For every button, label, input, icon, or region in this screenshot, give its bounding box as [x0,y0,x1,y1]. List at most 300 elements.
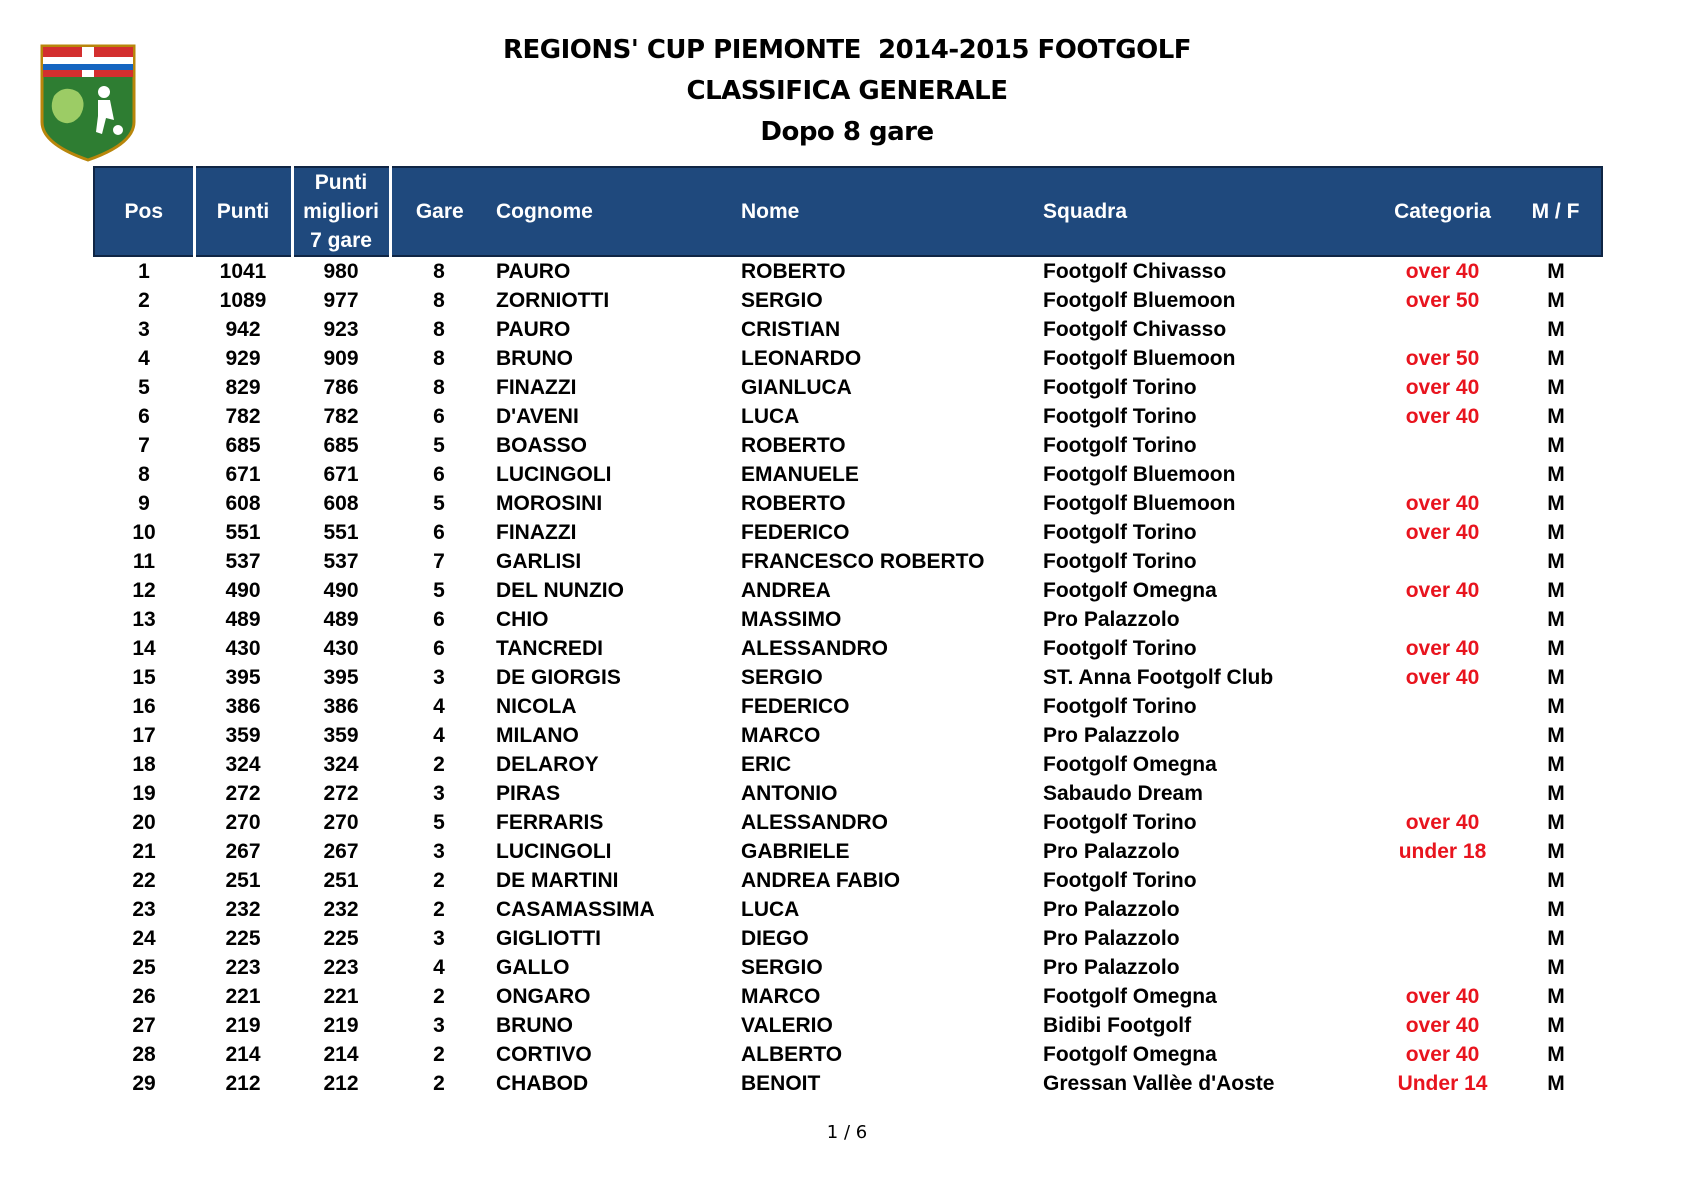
table-row [94,663,1602,692]
cell-cognome: PIRAS [496,782,561,805]
table-row [94,721,1602,750]
cell-categoria [1375,547,1510,576]
cell-cognome: BRUNO [496,347,573,370]
cell-punti: 225 [225,927,261,950]
cell-punti-migliori: 214 [323,1043,359,1066]
cell-categoria [1375,721,1510,750]
cell-pos: 7 [138,434,150,457]
cell-categoria [1375,924,1510,953]
cell-punti-migliori: 251 [323,869,359,892]
cell-categoria: over 40 [1405,1043,1480,1066]
cell-mf: M [1547,492,1565,515]
cell-pos: 17 [132,724,156,747]
table-row [94,344,1602,373]
col-header-punti-migliori-line3: 7 gare [310,229,372,252]
cell-cognome: D'AVENI [496,405,579,428]
table-row [94,518,1602,547]
cell-gare: 5 [433,492,445,515]
cell-gare: 8 [433,347,445,370]
cell-pos: 15 [132,666,156,689]
cell-pos: 1 [138,260,150,283]
cell-nome: GIANLUCA [741,376,852,399]
cell-cognome: FINAZZI [496,376,577,399]
cell-punti: 359 [225,724,261,747]
table-row [94,808,1602,837]
cell-pos: 20 [132,811,156,834]
cell-punti: 929 [225,347,261,370]
cell-cognome: CASAMASSIMA [496,898,655,921]
cell-pos: 9 [138,492,150,515]
cell-nome: EMANUELE [741,463,859,486]
cell-gare: 2 [433,1072,445,1095]
cell-punti-migliori: 786 [323,376,359,399]
cell-nome: ALBERTO [741,1043,843,1066]
cell-gare: 4 [433,724,445,747]
cell-squadra: Footgolf Torino [1043,811,1197,834]
cell-gare: 3 [433,782,445,805]
cell-gare: 6 [433,405,445,428]
col-header-mf: M / F [1510,167,1602,256]
cell-squadra: Footgolf Torino [1043,695,1197,718]
cell-punti: 232 [225,898,261,921]
cell-categoria [1375,953,1510,982]
cell-punti-migliori: 490 [323,579,359,602]
cell-nome: SERGIO [741,666,823,689]
cell-mf: M [1547,782,1565,805]
cell-punti: 386 [225,695,261,718]
cell-categoria: over 40 [1405,637,1480,660]
cell-gare: 4 [433,695,445,718]
cell-squadra: Footgolf Bluemoon [1043,492,1236,515]
cell-nome: ERIC [741,753,792,776]
cell-pos: 19 [132,782,156,805]
cell-squadra: Footgolf Torino [1043,869,1197,892]
table-row [94,779,1602,808]
cell-cognome: CHIO [496,608,549,631]
cell-gare: 2 [433,985,445,1008]
cell-cognome: FERRARIS [496,811,604,834]
document-title-block [0,30,1684,153]
cell-mf: M [1547,956,1565,979]
cell-cognome: DE MARTINI [496,869,619,892]
cell-pos: 27 [132,1014,156,1037]
cell-nome: MARCO [741,724,821,747]
cell-mf: M [1547,608,1565,631]
cell-mf: M [1547,666,1565,689]
cell-pos: 21 [132,840,156,863]
cell-cognome: BRUNO [496,1014,573,1037]
cell-cognome: GARLISI [496,550,582,573]
cell-punti: 671 [225,463,261,486]
cell-punti-migliori: 977 [323,289,359,312]
cell-pos: 13 [132,608,156,631]
cell-punti-migliori: 395 [323,666,359,689]
cell-gare: 2 [433,753,445,776]
cell-punti-migliori: 430 [323,637,359,660]
cell-mf: M [1547,463,1565,486]
table-row [94,256,1602,286]
cell-squadra: Footgolf Torino [1043,637,1197,660]
cell-punti-migliori: 671 [323,463,359,486]
cell-categoria [1375,431,1510,460]
cell-punti-migliori: 267 [323,840,359,863]
cell-cognome: ZORNIOTTI [496,289,610,312]
cell-squadra: Pro Palazzolo [1043,927,1180,950]
ranking-table [93,166,1603,1098]
cell-squadra: Pro Palazzolo [1043,898,1180,921]
cell-gare: 2 [433,898,445,921]
cell-pos: 10 [132,521,156,544]
cell-mf: M [1547,637,1565,660]
cell-nome: BENOIT [741,1072,821,1095]
cell-mf: M [1547,927,1565,950]
cell-mf: M [1547,1072,1565,1095]
cell-categoria: over 40 [1405,666,1480,689]
cell-squadra: Sabaudo Dream [1043,782,1203,805]
cell-nome: ANDREA [741,579,831,602]
cell-gare: 3 [433,927,445,950]
cell-categoria: under 18 [1398,840,1487,863]
table-row [94,460,1602,489]
table-row [94,837,1602,866]
cell-gare: 8 [433,318,445,341]
cell-mf: M [1547,579,1565,602]
cell-squadra: Footgolf Omegna [1043,753,1217,776]
cell-punti: 1089 [219,289,267,312]
cell-nome: FRANCESCO ROBERTO [741,550,985,573]
cell-squadra: ST. Anna Footgolf Club [1043,666,1274,689]
cell-punti-migliori: 212 [323,1072,359,1095]
cell-squadra: Footgolf Torino [1043,550,1197,573]
cell-punti-migliori: 221 [323,985,359,1008]
cell-gare: 6 [433,463,445,486]
cell-mf: M [1547,1014,1565,1037]
cell-punti: 270 [225,811,261,834]
cell-categoria: over 40 [1405,985,1480,1008]
cell-cognome: FINAZZI [496,521,577,544]
cell-punti: 829 [225,376,261,399]
cell-punti: 212 [225,1072,261,1095]
cell-nome: ROBERTO [741,492,846,515]
cell-punti-migliori: 324 [323,753,359,776]
cell-gare: 2 [433,1043,445,1066]
cell-cognome: DEL NUNZIO [496,579,624,602]
table-row [94,1069,1602,1098]
cell-punti-migliori: 270 [323,811,359,834]
cell-mf: M [1547,753,1565,776]
cell-squadra: Footgolf Bluemoon [1043,289,1236,312]
cell-gare: 6 [433,637,445,660]
cell-nome: ALESSANDRO [741,637,889,660]
cell-squadra: Footgolf Omegna [1043,985,1217,1008]
table-row [94,634,1602,663]
cell-punti: 223 [225,956,261,979]
cell-pos: 16 [132,695,156,718]
cell-pos: 6 [138,405,150,428]
cell-gare: 4 [433,956,445,979]
table-row [94,895,1602,924]
cell-pos: 2 [138,289,150,312]
cell-gare: 7 [433,550,445,573]
cell-nome: MARCO [741,985,821,1008]
cell-gare: 5 [433,579,445,602]
cell-cognome: NICOLA [496,695,577,718]
cell-squadra: Footgolf Torino [1043,405,1197,428]
cell-categoria: over 50 [1405,347,1480,370]
cell-gare: 6 [433,608,445,631]
cell-nome: ANDREA FABIO [741,869,901,892]
cell-punti: 685 [225,434,261,457]
cell-gare: 3 [433,1014,445,1037]
cell-mf: M [1547,1043,1565,1066]
table-row [94,315,1602,344]
cell-gare: 5 [433,434,445,457]
cell-punti-migliori: 225 [323,927,359,950]
cell-cognome: MOROSINI [496,492,603,515]
cell-nome: LUCA [741,898,800,921]
cell-nome: MASSIMO [741,608,842,631]
cell-categoria: over 40 [1405,579,1480,602]
table-row [94,576,1602,605]
col-header-punti: Punti [194,167,292,256]
cell-punti: 395 [225,666,261,689]
cell-nome: SERGIO [741,289,823,312]
cell-mf: M [1547,260,1565,283]
table-row [94,489,1602,518]
cell-nome: FEDERICO [741,695,850,718]
table-row [94,953,1602,982]
col-header-squadra: Squadra [1035,167,1375,256]
cell-punti-migliori: 551 [323,521,359,544]
table-row [94,1011,1602,1040]
table-header [94,167,1602,256]
cell-squadra: Bidibi Footgolf [1043,1014,1192,1037]
col-header-punti-migliori [292,167,390,256]
table-row [94,924,1602,953]
page-indicator: 1 / 6 [826,1122,868,1143]
table-row [94,431,1602,460]
cell-pos: 3 [138,318,150,341]
col-header-nome: Nome [733,167,1035,256]
cell-mf: M [1547,405,1565,428]
cell-punti: 219 [225,1014,261,1037]
cell-categoria: over 40 [1405,1014,1480,1037]
cell-nome: GABRIELE [741,840,850,863]
col-header-cognome: Cognome [488,167,733,256]
cell-punti: 251 [225,869,261,892]
cell-nome: VALERIO [741,1014,833,1037]
cell-mf: M [1547,811,1565,834]
cell-nome: LUCA [741,405,800,428]
cell-squadra: Pro Palazzolo [1043,840,1180,863]
cell-categoria: over 40 [1405,811,1480,834]
cell-cognome: GIGLIOTTI [496,927,601,950]
cell-squadra: Pro Palazzolo [1043,724,1180,747]
cell-punti-migliori: 980 [323,260,359,283]
cell-squadra: Footgolf Torino [1043,521,1197,544]
table-row [94,605,1602,634]
cell-nome: ROBERTO [741,260,846,283]
cell-mf: M [1547,550,1565,573]
cell-nome: LEONARDO [741,347,862,370]
cell-pos: 12 [132,579,156,602]
table-row [94,286,1602,315]
cell-cognome: CORTIVO [496,1043,592,1066]
title-line-1: REGIONS' CUP PIEMONTE 2014-2015 FOOTGOLF [502,35,1192,65]
cell-pos: 5 [138,376,150,399]
cell-punti: 221 [225,985,261,1008]
cell-punti-migliori: 782 [323,405,359,428]
cell-pos: 23 [132,898,156,921]
table-row [94,750,1602,779]
cell-cognome: CHABOD [496,1072,589,1095]
cell-nome: ROBERTO [741,434,846,457]
table-row [94,373,1602,402]
cell-cognome: PAURO [496,318,571,341]
cell-categoria: over 40 [1405,260,1480,283]
cell-punti-migliori: 923 [323,318,359,341]
cell-cognome: ONGARO [496,985,591,1008]
cell-squadra: Pro Palazzolo [1043,956,1180,979]
cell-categoria [1375,460,1510,489]
cell-cognome: GALLO [496,956,570,979]
table-row [94,547,1602,576]
title-line-3: Dopo 8 gare [760,117,934,147]
cell-mf: M [1547,898,1565,921]
cell-mf: M [1547,289,1565,312]
cell-mf: M [1547,724,1565,747]
cell-squadra: Footgolf Bluemoon [1043,347,1236,370]
title-line-2: CLASSIFICA GENERALE [686,76,1008,106]
cell-mf: M [1547,840,1565,863]
cell-nome: SERGIO [741,956,823,979]
cell-pos: 24 [132,927,156,950]
cell-categoria [1375,779,1510,808]
cell-punti-migliori: 359 [323,724,359,747]
cell-mf: M [1547,985,1565,1008]
cell-squadra: Footgolf Chivasso [1043,318,1227,341]
cell-punti-migliori: 685 [323,434,359,457]
cell-pos: 29 [132,1072,156,1095]
cell-pos: 8 [138,463,150,486]
cell-categoria: over 40 [1405,376,1480,399]
cell-punti: 489 [225,608,261,631]
cell-squadra: Footgolf Omegna [1043,1043,1217,1066]
col-header-gare: Gare [390,167,488,256]
cell-punti: 608 [225,492,261,515]
cell-cognome: DELAROY [496,753,599,776]
table-row [94,982,1602,1011]
table-row [94,866,1602,895]
cell-categoria [1375,750,1510,779]
cell-pos: 28 [132,1043,156,1066]
cell-cognome: PAURO [496,260,571,283]
cell-mf: M [1547,695,1565,718]
cell-punti-migliori: 232 [323,898,359,921]
cell-nome: ANTONIO [741,782,838,805]
cell-punti-migliori: 909 [323,347,359,370]
cell-pos: 14 [132,637,156,660]
cell-cognome: BOASSO [496,434,588,457]
cell-punti: 942 [225,318,261,341]
cell-punti-migliori: 608 [323,492,359,515]
cell-categoria: Under 14 [1397,1072,1488,1095]
cell-gare: 3 [433,840,445,863]
cell-pos: 4 [138,347,150,370]
cell-pos: 11 [132,550,156,573]
cell-squadra: Pro Palazzolo [1043,608,1180,631]
cell-punti: 272 [225,782,261,805]
col-header-pos: Pos [94,167,194,256]
cell-mf: M [1547,434,1565,457]
col-header-categoria: Categoria [1375,167,1510,256]
cell-punti: 551 [225,521,261,544]
cell-punti-migliori: 489 [323,608,359,631]
cell-cognome: TANCREDI [496,637,603,660]
cell-squadra: Footgolf Bluemoon [1043,463,1236,486]
cell-categoria: over 40 [1405,521,1480,544]
cell-mf: M [1547,347,1565,370]
cell-punti-migliori: 223 [323,956,359,979]
table-row [94,692,1602,721]
cell-punti-migliori: 272 [323,782,359,805]
cell-categoria: over 50 [1405,289,1480,312]
cell-squadra: Footgolf Chivasso [1043,260,1227,283]
table-row [94,1040,1602,1069]
cell-punti: 537 [225,550,261,573]
cell-gare: 8 [433,260,445,283]
cell-pos: 25 [132,956,156,979]
cell-categoria: over 40 [1405,405,1480,428]
table-body [94,256,1602,1098]
cell-mf: M [1547,521,1565,544]
cell-cognome: LUCINGOLI [496,463,612,486]
cell-cognome: DE GIORGIS [496,666,621,689]
cell-squadra: Footgolf Torino [1043,376,1197,399]
cell-punti: 490 [225,579,261,602]
cell-cognome: MILANO [496,724,579,747]
cell-gare: 6 [433,521,445,544]
cell-pos: 22 [132,869,156,892]
cell-categoria [1375,692,1510,721]
cell-mf: M [1547,376,1565,399]
cell-punti: 1041 [219,260,267,283]
cell-squadra: Gressan Vallèe d'Aoste [1043,1072,1275,1095]
cell-nome: CRISTIAN [741,318,841,341]
col-header-punti-migliori-line2: migliori [303,200,379,223]
cell-mf: M [1547,869,1565,892]
cell-gare: 5 [433,811,445,834]
cell-gare: 8 [433,376,445,399]
cell-squadra: Footgolf Omegna [1043,579,1217,602]
cell-punti: 782 [225,405,261,428]
cell-punti: 324 [225,753,261,776]
cell-squadra: Footgolf Torino [1043,434,1197,457]
cell-punti-migliori: 219 [323,1014,359,1037]
cell-cognome: LUCINGOLI [496,840,612,863]
cell-nome: ALESSANDRO [741,811,889,834]
cell-pos: 18 [132,753,156,776]
cell-punti-migliori: 386 [323,695,359,718]
col-header-punti-migliori-line1: Punti [314,171,368,194]
cell-nome: FEDERICO [741,521,850,544]
cell-punti: 267 [225,840,261,863]
cell-punti: 430 [225,637,261,660]
cell-categoria [1375,315,1510,344]
cell-categoria [1375,605,1510,634]
cell-categoria: over 40 [1405,492,1480,515]
table-row [94,402,1602,431]
